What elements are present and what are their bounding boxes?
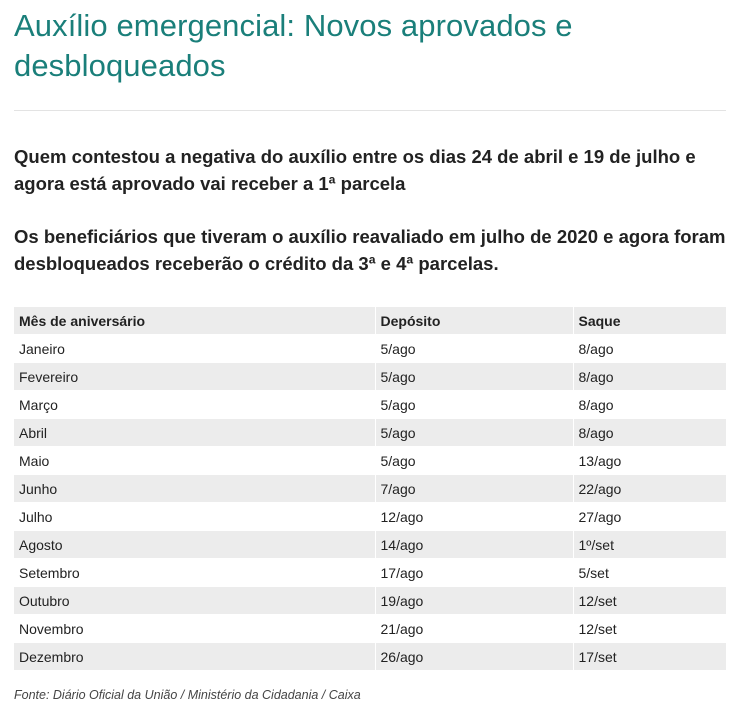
cell-deposit: 21/ago (375, 615, 573, 643)
table-row (14, 363, 726, 391)
cell-month: Janeiro (14, 335, 375, 363)
cell-deposit: 26/ago (375, 643, 573, 671)
cell-withdrawal: 8/ago (573, 363, 726, 391)
cell-month: Agosto (14, 531, 375, 559)
table-header-row (14, 307, 726, 335)
cell-withdrawal: 1º/set (573, 531, 726, 559)
cell-withdrawal: 5/set (573, 559, 726, 587)
cell-withdrawal: 8/ago (573, 391, 726, 419)
header-birth-month: Mês de aniversário (14, 307, 375, 335)
cell-withdrawal: 8/ago (573, 335, 726, 363)
header-withdrawal: Saque (573, 307, 726, 335)
cell-deposit: 5/ago (375, 419, 573, 447)
cell-withdrawal: 27/ago (573, 503, 726, 531)
cell-month: Maio (14, 447, 375, 475)
subtitle-first-installment: Quem contestou a negativa do auxílio entre os dias 24 de abril e 19 de julho e agora está aprovado vai receber a 1ª parcela (14, 146, 696, 194)
cell-deposit: 5/ago (375, 447, 573, 475)
cell-month: Setembro (14, 559, 375, 587)
cell-deposit: 5/ago (375, 335, 573, 363)
cell-month: Outubro (14, 587, 375, 615)
subtitle-unblocked-installments: Os beneficiários que tiveram o auxílio reavaliado em julho de 2020 e agora foram desbloqueados receberão o crédito da 3ª e 4ª parcelas. (14, 226, 726, 274)
cell-month: Fevereiro (14, 363, 375, 391)
table-row (14, 419, 726, 447)
cell-withdrawal: 8/ago (573, 419, 726, 447)
cell-deposit: 5/ago (375, 363, 573, 391)
cell-month: Março (14, 391, 375, 419)
cell-deposit: 7/ago (375, 475, 573, 503)
cell-deposit: 12/ago (375, 503, 573, 531)
cell-withdrawal: 22/ago (573, 475, 726, 503)
title-divider (14, 110, 726, 111)
cell-deposit: 5/ago (375, 391, 573, 419)
cell-deposit: 19/ago (375, 587, 573, 615)
table-row (14, 475, 726, 503)
table-row (14, 587, 726, 615)
cell-month: Dezembro (14, 643, 375, 671)
cell-withdrawal: 17/set (573, 643, 726, 671)
table-row (14, 391, 726, 419)
cell-withdrawal: 13/ago (573, 447, 726, 475)
cell-withdrawal: 12/set (573, 587, 726, 615)
table-row (14, 531, 726, 559)
table-row (14, 335, 726, 363)
cell-deposit: 14/ago (375, 531, 573, 559)
cell-month: Julho (14, 503, 375, 531)
table-row (14, 643, 726, 671)
cell-deposit: 17/ago (375, 559, 573, 587)
cell-month: Novembro (14, 615, 375, 643)
payment-calendar-table (14, 307, 726, 671)
page-title: Auxílio emergencial: Novos aprovados e desbloqueados (14, 8, 573, 83)
table-row (14, 559, 726, 587)
cell-withdrawal: 12/set (573, 615, 726, 643)
table-row (14, 615, 726, 643)
header-deposit: Depósito (375, 307, 573, 335)
source-note: Fonte: Diário Oficial da União / Ministério da Cidadania / Caixa (14, 688, 361, 702)
table-row (14, 503, 726, 531)
cell-month: Abril (14, 419, 375, 447)
table-row (14, 447, 726, 475)
cell-month: Junho (14, 475, 375, 503)
